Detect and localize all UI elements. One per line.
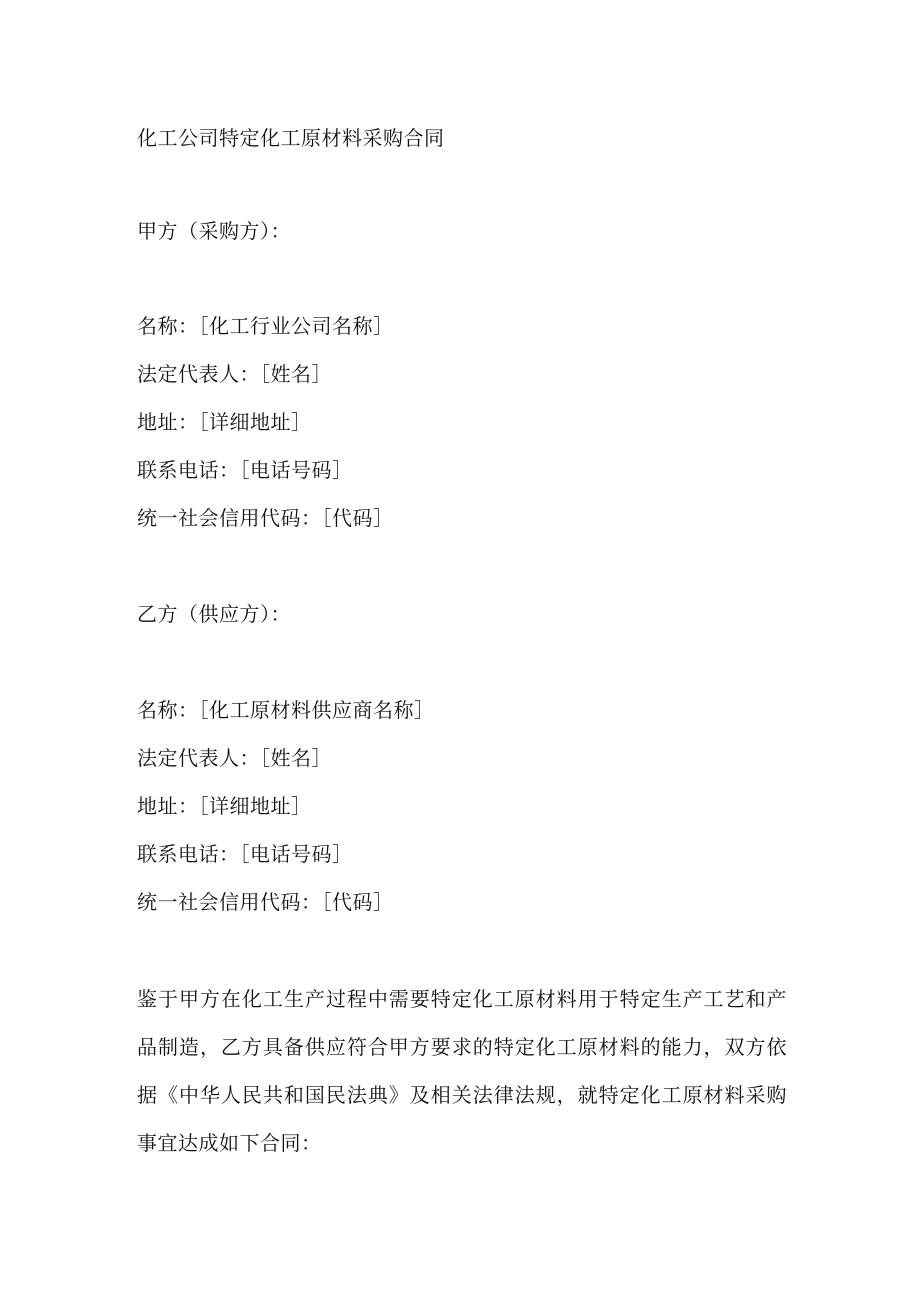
party-a-credit-code: 统一社会信用代码：［代码］ <box>137 506 394 530</box>
preamble-paragraph: 鉴于甲方在化工生产过程中需要特定化工原材料用于特定生产工艺和产品制造，乙方具备供应符合甲方要求的特定化工原材料的能力，双方依据《中华人民共和国民法典》及相关法律法规，就特定化工原材料采购事宜达成如下合同： <box>137 987 787 1155</box>
party-b-credit-code: 统一社会信用代码：［代码］ <box>137 890 394 914</box>
party-a-name: 名称：［化工行业公司名称］ <box>137 314 394 338</box>
party-a-address: 地址：［详细地址］ <box>137 410 312 434</box>
party-a-phone: 联系电话：［电话号码］ <box>137 458 353 482</box>
party-b-phone: 联系电话：［电话号码］ <box>137 842 353 866</box>
document-title: 化工公司特定化工原材料采购合同 <box>137 126 445 150</box>
party-b-address: 地址：［详细地址］ <box>137 794 312 818</box>
party-a-heading: 甲方（采购方）： <box>137 219 291 243</box>
party-a-representative: 法定代表人：［姓名］ <box>137 362 332 386</box>
party-b-representative: 法定代表人：［姓名］ <box>137 746 332 770</box>
party-b-heading: 乙方（供应方）： <box>137 602 291 626</box>
party-b-name: 名称：［化工原材料供应商名称］ <box>137 698 435 722</box>
